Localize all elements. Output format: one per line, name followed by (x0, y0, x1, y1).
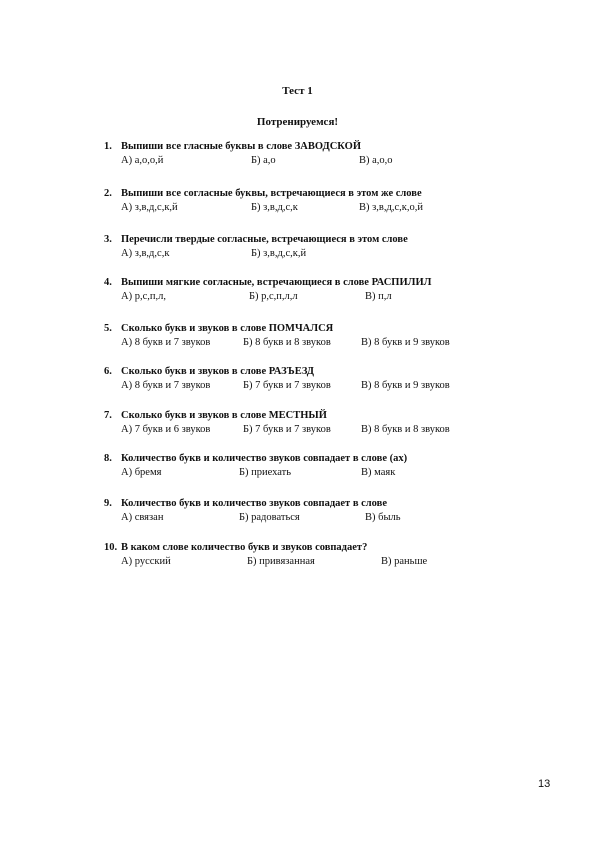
question-text: Сколько букв и звуков в слове МЕСТНЫЙ (121, 410, 327, 421)
question-5 (104, 322, 504, 350)
question-6 (104, 365, 504, 393)
answer-c: В) 8 букв и 9 звуков (361, 337, 450, 348)
answer-b: Б) 7 букв и 7 звуков (243, 380, 331, 391)
test-title: Тест 1 (282, 85, 313, 97)
answer-c: В) 8 букв и 8 звуков (361, 424, 450, 435)
answer-c: В) маяк (361, 467, 396, 478)
question-number: 7. (104, 410, 112, 421)
answer-a: А) р,с,п,л, (121, 291, 166, 302)
question-7 (104, 409, 504, 437)
answer-b: Б) 7 букв и 7 звуков (243, 424, 331, 435)
test-subtitle: Потренируемся! (256, 116, 339, 128)
question-1 (104, 140, 504, 168)
answer-b: Б) 8 букв и 8 звуков (243, 337, 331, 348)
question-2 (104, 187, 504, 215)
answer-c: В) быль (365, 512, 401, 523)
page-number: 13 (538, 778, 551, 790)
question-number: 1. (104, 141, 112, 152)
answer-a: А) з,в,д,с,к,й (121, 202, 178, 213)
question-text: Выпиши все гласные буквы в слове ЗАВОДСКОЙ (121, 141, 361, 152)
answer-b: Б) привязанная (247, 556, 315, 567)
question-text: Количество букв и количество звуков совпадает в слове (121, 498, 387, 509)
answer-b: Б) з,в,д,с,к,й (251, 248, 307, 259)
question-text: Выпиши все согласные буквы, встречающиеся в этом же слове (121, 188, 422, 199)
question-text: Выпиши мягкие согласные, встречающиеся в слове РАСПИЛИЛ (121, 277, 432, 288)
answer-a: А) 8 букв и 7 звуков (121, 380, 211, 391)
question-9 (104, 497, 504, 525)
answer-a: А) а,о,о,й (121, 155, 164, 166)
answer-c: В) а,о,о (359, 155, 393, 166)
question-number: 9. (104, 498, 112, 509)
question-10 (104, 541, 504, 569)
question-text: В каком слове количество букв и звуков совпадает? (121, 542, 368, 553)
question-text: Перечисли твердые согласные, встречающиеся в этом слове (121, 234, 408, 245)
answer-b: Б) з,в,д,с,к (251, 202, 298, 213)
answer-c: В) п,л (365, 291, 392, 302)
question-3 (104, 233, 504, 261)
question-number: 6. (104, 366, 112, 377)
question-8 (104, 452, 504, 480)
answer-c: В) 8 букв и 9 звуков (361, 380, 450, 391)
answer-a: А) 8 букв и 7 звуков (121, 337, 211, 348)
answer-b: Б) р,с,п,л,л (249, 291, 298, 302)
question-number: 10. (104, 542, 118, 553)
answer-b: Б) радоваться (239, 512, 300, 523)
question-text: Сколько букв и звуков в слове ПОМЧАЛСЯ (121, 323, 334, 334)
question-number: 4. (104, 277, 112, 288)
question-text: Сколько букв и звуков в слове РАЗЪЕЗД (121, 366, 314, 377)
answer-c: В) раньше (381, 556, 428, 567)
question-4 (104, 276, 504, 304)
question-text: Количество букв и количество звуков совпадает в слове (ах) (121, 453, 408, 464)
answer-a: А) русский (121, 556, 171, 567)
question-number: 2. (104, 188, 112, 199)
answer-c: В) з,в,д,с,к,о,й (359, 202, 423, 213)
answer-b: Б) приехать (239, 467, 292, 478)
question-number: 3. (104, 234, 112, 245)
answer-a: А) бремя (121, 467, 162, 478)
answer-a: А) 7 букв и 6 звуков (121, 424, 211, 435)
answer-a: А) з,в,д,с,к (121, 248, 170, 259)
answer-a: А) связан (121, 512, 164, 523)
question-number: 5. (104, 323, 112, 334)
question-number: 8. (104, 453, 112, 464)
answer-b: Б) а,о (251, 155, 276, 166)
